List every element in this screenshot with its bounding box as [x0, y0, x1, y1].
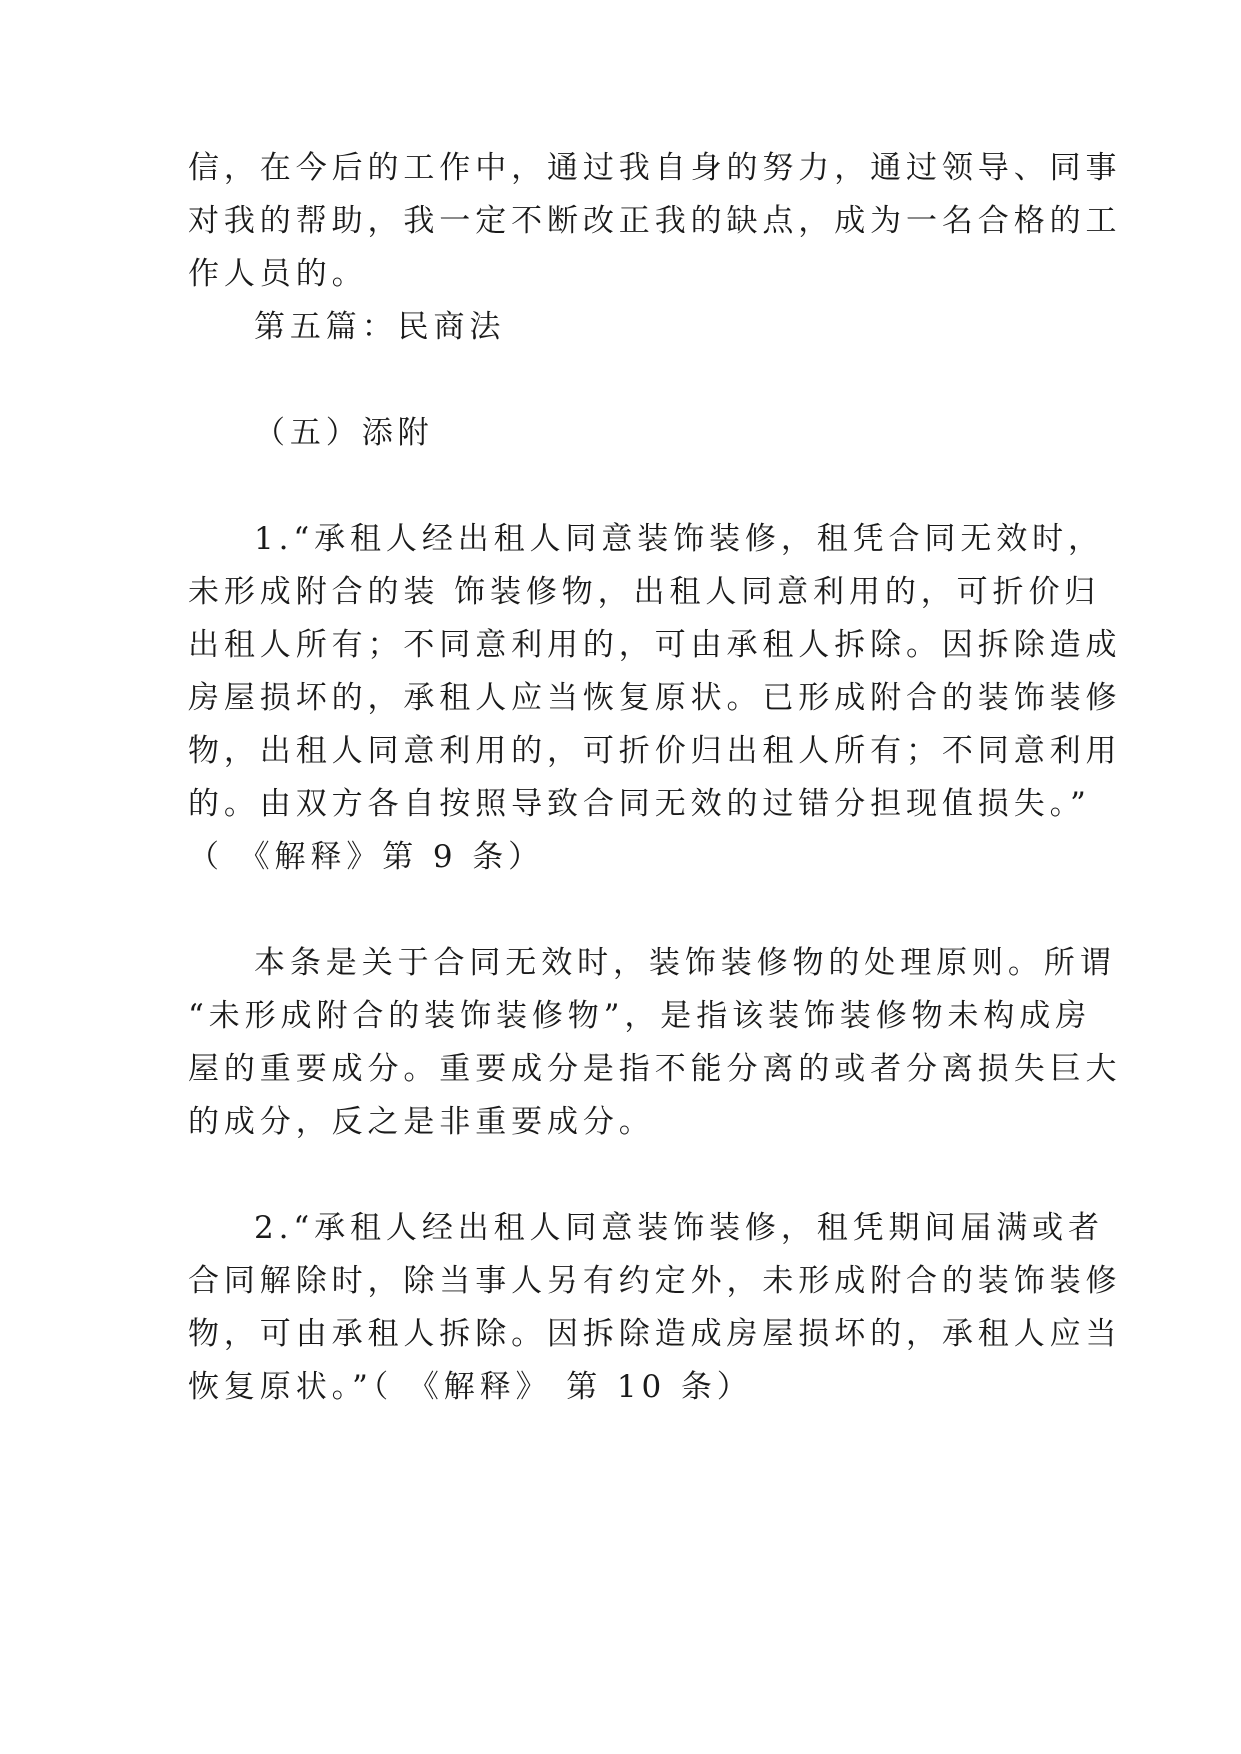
item1-line-3: 出租人所有；不同意利用的，可由承租人拆除。因拆除造成 — [188, 627, 1122, 663]
item1-citation: （ 《解释》第 9 条） — [188, 839, 545, 875]
item2-citation: 恢复原状。”（ 《解释》 第 10 条） — [188, 1369, 753, 1405]
commentary-line-3: 屋的重要成分。重要成分是指不能分离的或者分离损失巨大 — [188, 1051, 1122, 1087]
intro-line-3: 作人员的。 — [188, 256, 368, 292]
commentary-line-4: 的成分，反之是非重要成分。 — [188, 1104, 655, 1140]
commentary-line-2: “未形成附合的装饰装修物”，是指该装饰装修物未构成房 — [188, 998, 1092, 1034]
intro-line-2: 对我的帮助，我一定不断改正我的缺点，成为一名合格的工 — [188, 203, 1122, 239]
commentary-line-1: 本条是关于合同无效时，装饰装修物的处理原则。所谓 — [254, 945, 1116, 981]
intro-line-1: 信，在今后的工作中，通过我自身的努力，通过领导、同事 — [188, 150, 1122, 186]
section-title: （五）添附 — [254, 415, 434, 451]
item2-line-3: 物，可由承租人拆除。因拆除造成房屋损坏的，承租人应当 — [188, 1316, 1122, 1352]
item1-line-6: 的。由双方各自按照导致合同无效的过错分担现值损失。” — [188, 786, 1091, 822]
chapter-title: 第五篇：民商法 — [254, 309, 506, 345]
item2-line-1: 2.“承租人经出租人同意装饰装修，租凭期间届满或者 — [254, 1210, 1104, 1246]
item1-line-2: 未形成附合的装 饰装修物，出租人同意利用的，可折价归 — [188, 574, 1101, 610]
item1-line-4: 房屋损坏的，承租人应当恢复原状。已形成附合的装饰装修 — [188, 680, 1122, 716]
item2-line-2: 合同解除时，除当事人另有约定外，未形成附合的装饰装修 — [188, 1263, 1122, 1299]
item1-line-1: 1.“承租人经出租人同意装饰装修，租凭合同无效时， — [254, 521, 1104, 557]
item1-line-5: 物，出租人同意利用的，可折价归出租人所有；不同意利用 — [188, 733, 1122, 769]
